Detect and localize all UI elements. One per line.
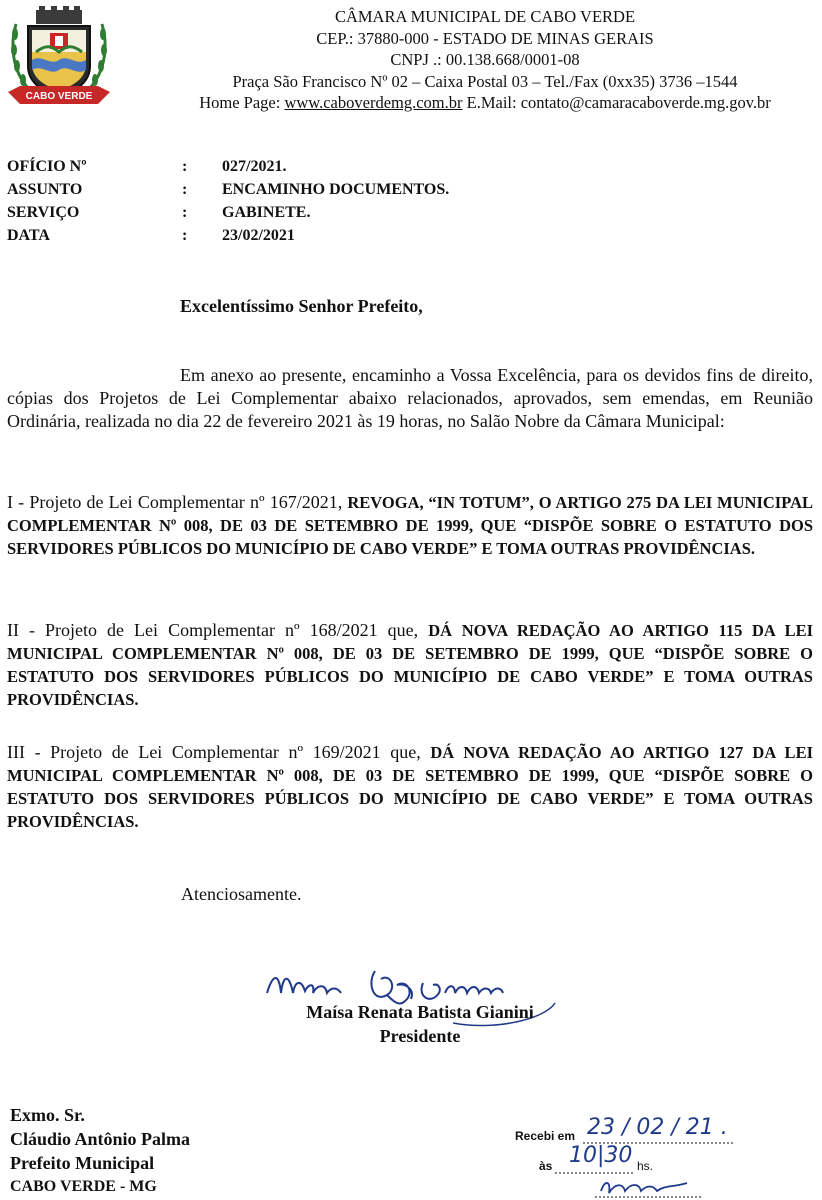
addressee-block — [10, 1103, 190, 1199]
field-label: DATA — [7, 227, 50, 244]
address-phone-line: Praça São Francisco Nº 02 – Caixa Postal 03 – Tel./Fax (0xx35) 3736 –1544 — [232, 71, 738, 91]
bill-item-summary: DÁ NOVA REDAÇÃO AO ARTIGO 127 DA LEI MUNICIPAL COMPLEMENTAR Nº 008, DE 03 DE SETEMBRO DE 1999, QUE “DISPÕE SOBRE O ESTATUTO DOS SERVIDORES PÚBLICOS DO MUNICÍPIO DE CABO VERDE” E TOMA OUTRAS PROVIDÊNCIAS. — [7, 743, 813, 831]
addressee-city: CABO VERDE - MG — [10, 1178, 157, 1195]
closing: Atenciosamente. — [181, 884, 302, 904]
bill-item-lead: II - Projeto de Lei Complementar nº 168/2021 que, — [7, 620, 419, 640]
received-time: 10|30 — [569, 1143, 633, 1168]
addressee-salutation: Exmo. Sr. — [10, 1105, 85, 1125]
signer-name: Maísa Renata Batista Gianini — [306, 1002, 534, 1022]
field-assunto: ASSUNTO : ENCAMINHO DOCUMENTOS. — [7, 178, 449, 201]
postal-code-state: CEP.: 37880-000 - ESTADO DE MINAS GERAIS — [316, 28, 654, 48]
field-servico: SERVIÇO : GABINETE. — [7, 201, 449, 224]
field-value: 23/02/2021 — [222, 227, 295, 244]
signer-title: Presidente — [379, 1026, 461, 1046]
field-label: SERVIÇO — [7, 204, 80, 221]
cnpj-line: CNPJ .: 00.138.668/0001-08 — [390, 50, 580, 69]
municipal-coat-of-arms-icon — [6, 4, 112, 108]
letter-header-fields — [7, 155, 449, 247]
field-label: ASSUNTO — [7, 181, 83, 198]
web-contact-line — [150, 92, 820, 114]
bill-item-summary: REVOGA, “IN TOTUM”, O ARTIGO 275 DA LEI MUNICIPAL COMPLEMENTAR Nº 008, DE 03 DE SETEMBRO DE 1999, QUE “DISPÕE SOBRE O ESTATUTO DOS SERVIDORES PÚBLICOS DO MUNICÍPIO DE CABO VERDE” E TOMA OUTRAS PROVIDÊNCIAS. — [7, 493, 813, 558]
institution-name: CÂMARA MUNICIPAL DE CABO VERDE — [334, 7, 636, 26]
crest-ribbon-text: CABO VERDE — [25, 91, 93, 102]
field-value: GABINETE. — [222, 204, 311, 221]
addressee-name: Cláudio Antônio Palma — [10, 1129, 191, 1149]
received-date: 23 / 02 / 21 . — [587, 1115, 728, 1140]
hours-label: hs. — [637, 1159, 654, 1173]
bill-item-lead: I - Projeto de Lei Complementar nº 167/2021, — [7, 492, 343, 512]
signer-block — [270, 1000, 570, 1048]
bill-item-169 — [7, 741, 813, 833]
field-data: DATA : 23/02/2021 — [7, 224, 449, 247]
bill-item-167 — [7, 491, 813, 560]
field-oficio: OFÍCIO Nº : 027/2021. — [7, 155, 449, 178]
time-label: às — [539, 1159, 553, 1173]
bill-item-summary: DÁ NOVA REDAÇÃO AO ARTIGO 115 DA LEI MUNICIPAL COMPLEMENTAR Nº 008, DE 03 DE SETEMBRO DE 1999, QUE “DISPÕE SOBRE O ESTATUTO DOS SERVIDORES PÚBLICOS DO MUNICÍPIO DE CABO VERDE” E TOMA OUTRAS PROVIDÊNCIAS. — [7, 621, 814, 709]
field-label: OFÍCIO Nº — [7, 158, 87, 175]
receipt-stamp — [515, 1115, 815, 1200]
salutation: Excelentíssimo Senhor Prefeito, — [180, 296, 423, 316]
received-label: Recebi em — [515, 1129, 576, 1143]
email-label: E.Mail: — [466, 93, 517, 112]
bill-item-168 — [7, 619, 813, 711]
email-address[interactable]: contato@camaracaboverde.mg.gov.br — [520, 93, 771, 112]
home-page-label: Home Page: — [199, 93, 281, 112]
receipt-initials — [595, 1175, 705, 1199]
addressee-title: Prefeito Municipal — [10, 1153, 155, 1173]
field-value: ENCAMINHO DOCUMENTOS. — [222, 181, 450, 198]
bill-item-lead: III - Projeto de Lei Complementar nº 169/2021 que, — [7, 742, 421, 762]
field-value: 027/2021. — [222, 158, 287, 175]
home-page-link[interactable]: www.caboverdemg.com.br — [284, 93, 463, 112]
intro-paragraph: Em anexo ao presente, encaminho a Vossa Excelência, para os devidos fins de direito, cópias dos Projetos de Lei Complementar abaixo relacionados, aprovados, sem emendas, em Reunião Ordinária, realizada no dia 22 de fevereiro 2021 às 19 horas, no Salão Nobre da Câmara Municipal: — [7, 365, 813, 431]
letterhead — [150, 6, 820, 114]
